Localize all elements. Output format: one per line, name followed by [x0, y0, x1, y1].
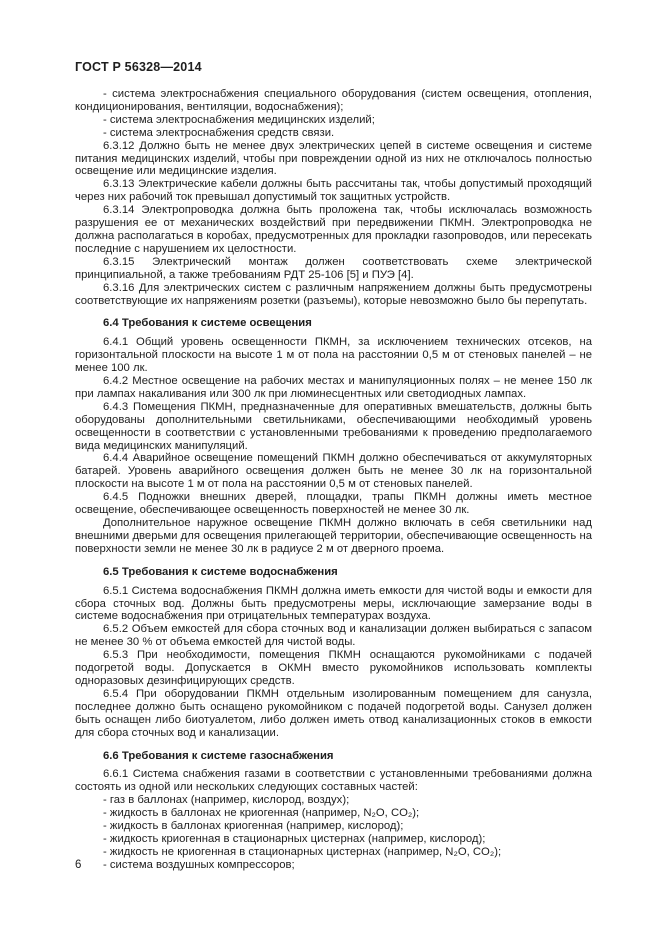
- list-item: - система воздушных компрессоров;: [103, 858, 295, 871]
- list-item: - жидкость криогенная в стационарных цистернах (например, кислород);: [103, 832, 486, 845]
- list-item: - система электроснабжения специального оборудования (систем освещения, отопления, кондиционирования, вентиляции, водоснабжения);: [75, 88, 592, 113]
- list-item: - жидкость в баллонах не криогенная (например, N₂O, CO₂);: [103, 807, 420, 820]
- paragraph: 6.5.2 Объем емкостей для сбора сточных вод и канализации должен выбираться с запасом не менее 30 % от объема емкостей для чистой воды.: [75, 623, 592, 649]
- list-item: - система электроснабжения средств связи.: [103, 126, 335, 139]
- paragraph: 6.4.4 Аварийное освещение помещений ПКМН должно обеспечиваться от аккумуляторных батарей. Уровень аварийного освещения должен быть не менее 30 лк на горизонтальной плоскости на высоте 1 м от пола на расстоянии 0,5 м от стеновых панелей.: [75, 452, 592, 491]
- standard-code-header: ГОСТ Р 56328—2014: [75, 60, 202, 74]
- list-item: - жидкость в баллонах криогенная (например, кислород);: [103, 820, 404, 833]
- list-item: - жидкость не криогенная в стационарных цистернах (например, N₂O, CO₂);: [103, 845, 502, 858]
- page-number: 6: [75, 859, 82, 871]
- paragraph: 6.3.14 Электропроводка должна быть проложена так, чтобы исключалась возможность разрушения ее от механических воздействий при передвижении ПКМН. Электропроводка не должна располагаться в коробах, предусмотренных для прокладки газопроводов, или пересекать последние с нарушением их целостности.: [75, 204, 592, 255]
- paragraph: 6.3.15 Электрический монтаж должен соответствовать схеме электрической принципиальной, а также требованиям РДТ 25-106 [5] и ПУЭ [4].: [75, 255, 592, 281]
- paragraph: 6.4.5 Подножки внешних дверей, площадки, трапы ПКМН должны иметь местное освещение, обеспечивающее освещенность поверхностей не менее 30 лк.: [75, 491, 592, 517]
- paragraph: 6.5.3 При необходимости, помещения ПКМН оснащаются рукомойниками с подачей подогретой воды. Допускается в ОКМН вместо рукомойников использовать комплекты одноразовых дезинфицирующих средств.: [75, 649, 592, 687]
- list-item: - газ в баллонах (например, кислород, воздух);: [103, 794, 350, 807]
- paragraph: 6.6.1 Система снабжения газами в соответствии с установленными требованиями должна состоять из одной или нескольких следующих составных частей:: [75, 768, 592, 794]
- section-heading: 6.4 Требования к системе освещения: [103, 317, 312, 330]
- section-heading: 6.6 Требования к системе газоснабжения: [103, 749, 334, 762]
- paragraph: 6.5.1 Система водоснабжения ПКМН должна иметь емкости для чистой воды и емкости для сбора сточных вод. Должны быть предусмотрены меры, исключающие замерзание воды в системе водоснабжения при отрицательных температурах воздуха.: [75, 584, 592, 623]
- section-heading: 6.5 Требования к системе водоснабжения: [103, 565, 338, 578]
- paragraph: 6.4.1 Общий уровень освещенности ПКМН, за исключением технических отсеков, на горизонтальной плоскости на высоте 1 м от пола на расстоянии 0,5 м от стеновых панелей – не менее 100 лк.: [75, 336, 592, 375]
- paragraph: 6.4.2 Местное освещение на рабочих местах и манипуляционных полях – не менее 150 лк при лампах накаливания или 300 лк при люминесцентных или светодиодных лампах.: [75, 375, 592, 400]
- paragraph: 6.5.4 При оборудовании ПКМН отдельным изолированным помещением для санузла, последнее должно быть оснащено рукомойником с подачей подогретой воды. Санузел должен быть оснащен либо биотуалетом, либо должен иметь отвод канализационных стоков в емкости для сбора сточных вод и канализации.: [75, 687, 592, 739]
- paragraph: 6.3.12 Должно быть не менее двух электрических цепей в системе освещения и системе питания медицинских изделий, чтобы при повреждении одной из них не отключалось полностью освещение или медицинские изделия.: [75, 139, 592, 178]
- list-item: - система электроснабжения медицинских изделий;: [103, 113, 375, 126]
- paragraph: Дополнительное наружное освещение ПКМН должно включать в себя светильники над внешними дверьми для освещения прилегающей территории, обеспечивающие освещенность на поверхности земли не менее 30 лк в радиусе 2 м от дверного проема.: [75, 517, 592, 555]
- paragraph: 6.4.3 Помещения ПКМН, предназначенные для оперативных вмешательств, должны быть оборудованы дополнительными светильниками, обеспечивающими необходимый уровень освещенности в соответствии с установленными требованиями к проведению предполагаемого вида медицинских манипуляций.: [75, 400, 592, 452]
- document-body: [75, 88, 592, 872]
- paragraph: 6.3.13 Электрические кабели должны быть рассчитаны так, чтобы допустимый проходящий через них рабочий ток превышал допустимый ток защитных устройств.: [75, 178, 592, 204]
- paragraph: 6.3.16 Для электрических систем с различным напряжением должны быть предусмотрены соответствующие их напряжениям розетки (разъемы), которые невозможно было бы перепутать.: [75, 281, 592, 307]
